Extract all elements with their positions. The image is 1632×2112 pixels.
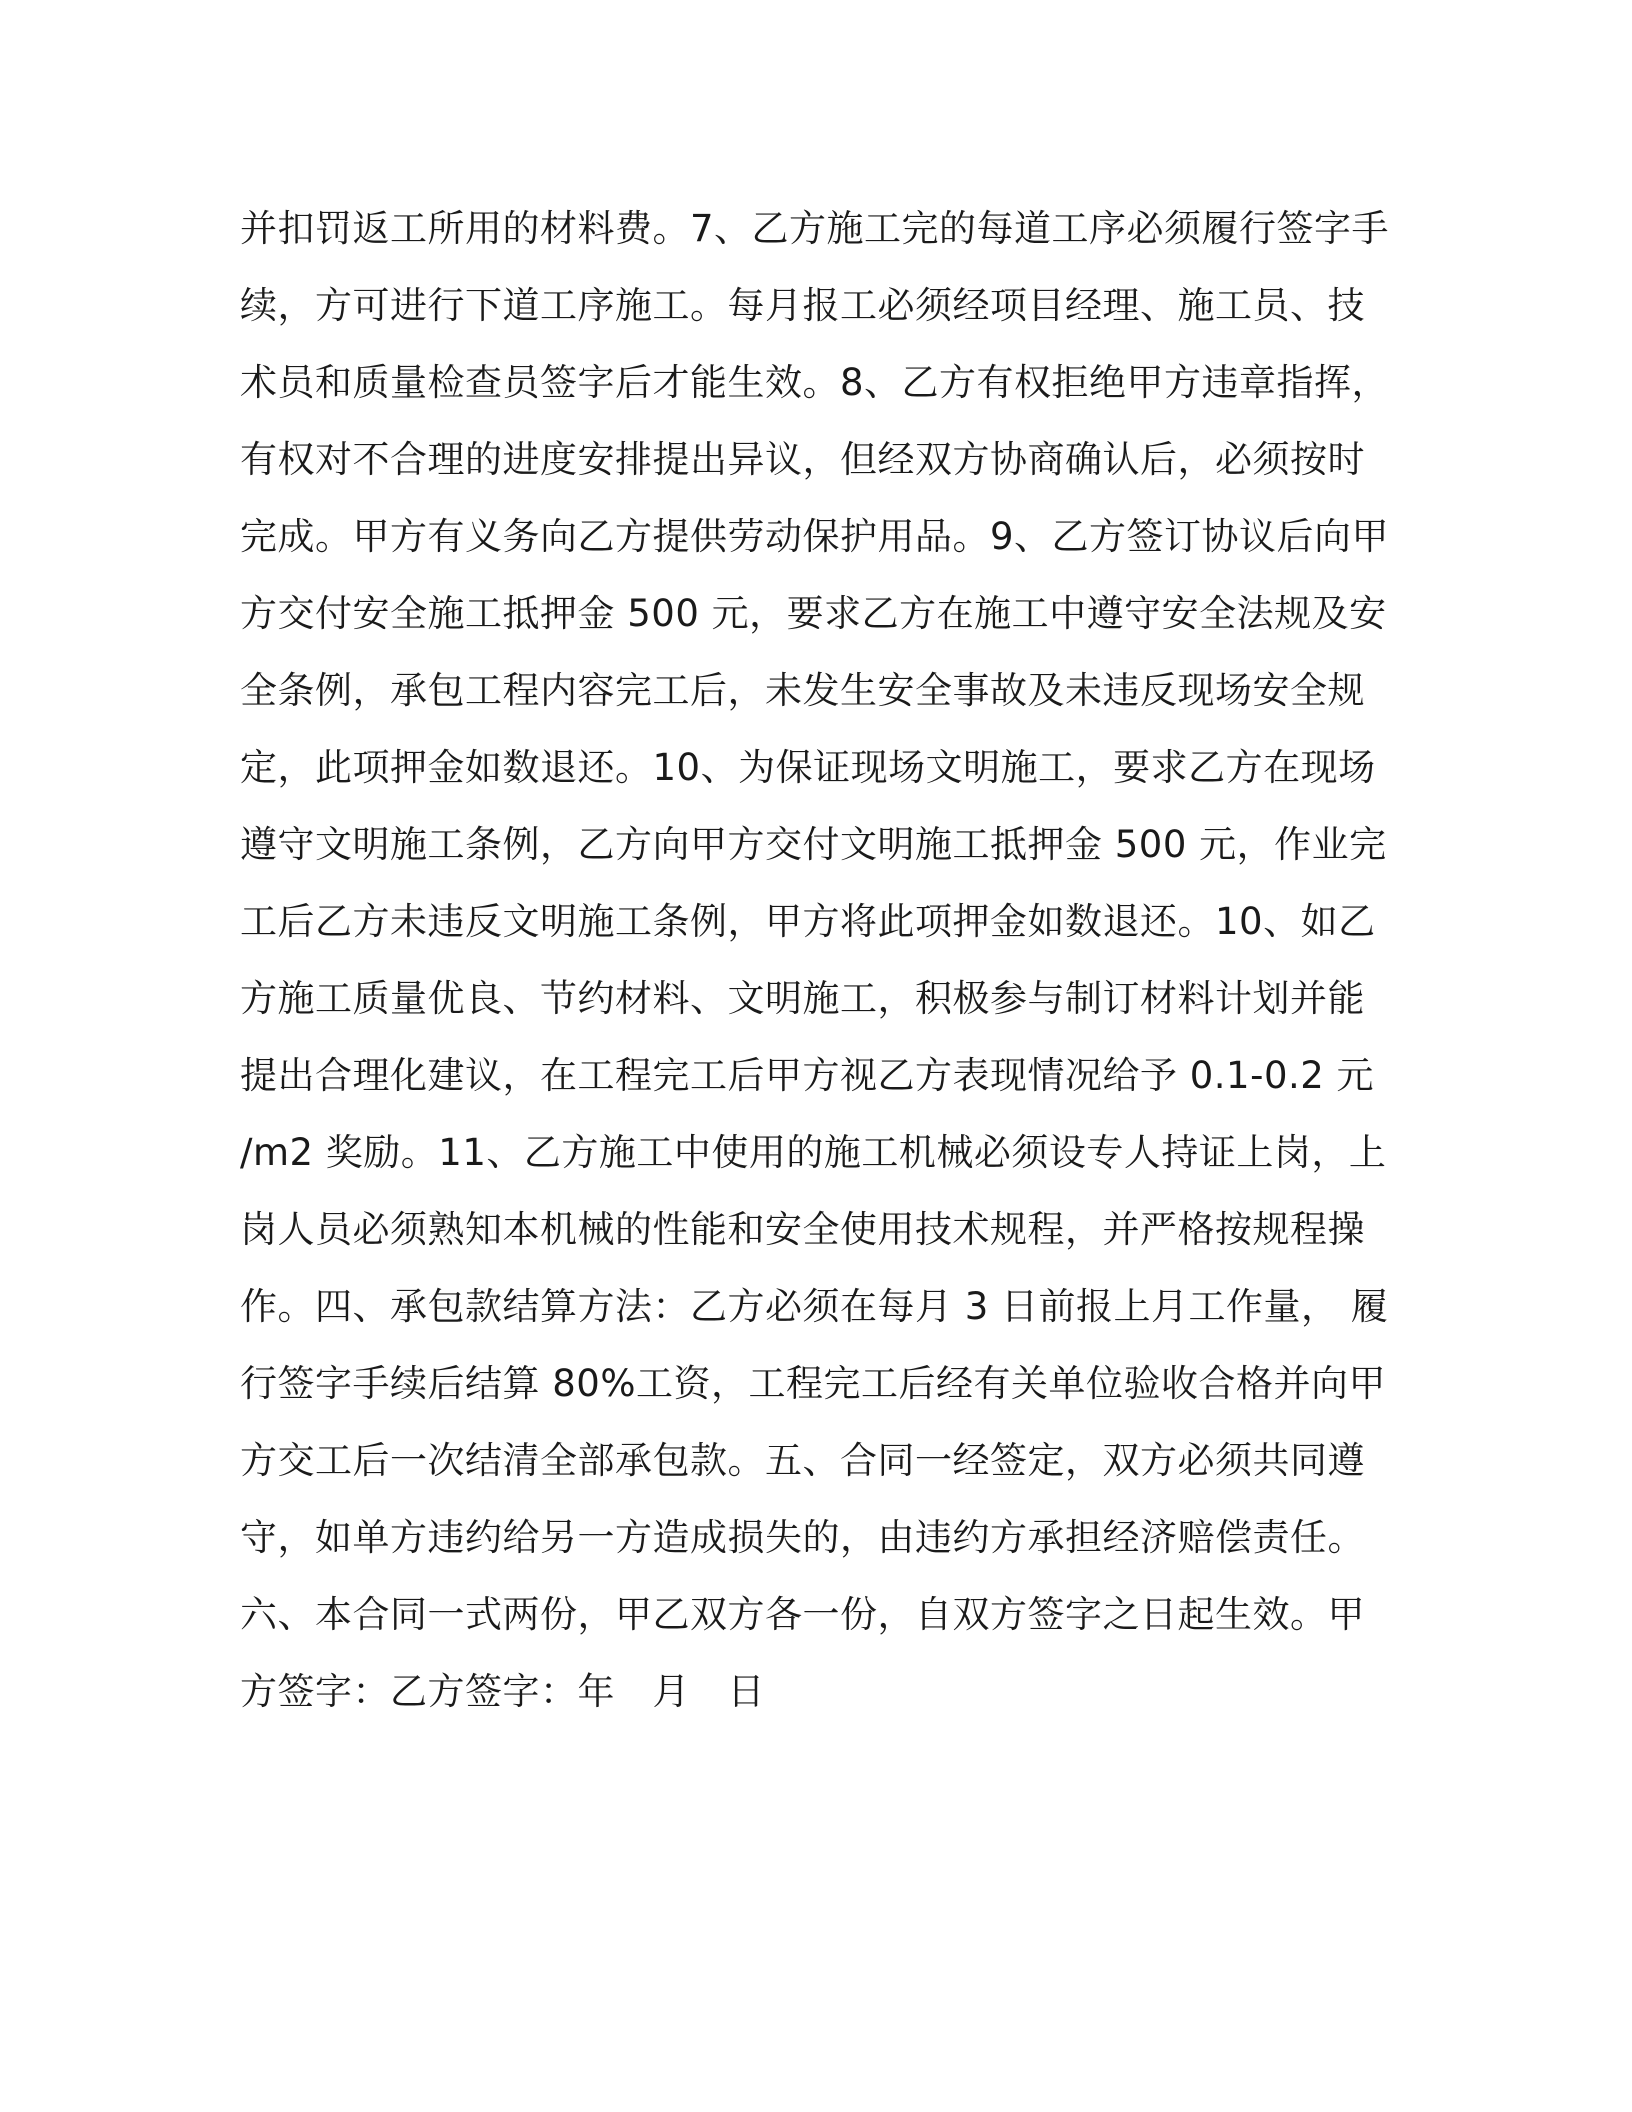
- text-line-17: 方交工后一次结清全部承包款。五、合同一经签定，双方必须共同遵: [240, 1439, 1365, 1482]
- text-line-7: 全条例，承包工程内容完工后，未发生安全事故及未违反现场安全规: [240, 669, 1365, 712]
- text-line-2: 续，方可进行下道工序施工。每月报工必须经项目经理、施工员、技: [240, 284, 1365, 327]
- text-line-9: 遵守文明施工条例，乙方向甲方交付文明施工抵押金 500 元，作业完: [240, 823, 1387, 866]
- text-line-5: 完成。甲方有义务向乙方提供劳动保护用品。9、乙方签订协议后向甲: [240, 515, 1390, 558]
- text-line-8: 定，此项押金如数退还。10、为保证现场文明施工，要求乙方在现场: [240, 746, 1376, 789]
- text-line-20: 方签字：乙方签字：年 月 日: [240, 1670, 765, 1713]
- text-line-3: 术员和质量检查员签字后才能生效。8、乙方有权拒绝甲方违章指挥，: [240, 361, 1390, 404]
- text-line-10: 工后乙方未违反文明施工条例，甲方将此项押金如数退还。10、如乙: [240, 900, 1376, 943]
- text-line-18: 守，如单方违约给另一方造成损失的，由违约方承担经济赔偿责任。: [240, 1516, 1365, 1559]
- text-line-1: 并扣罚返工所用的材料费。7、乙方施工完的每道工序必须履行签字手: [240, 207, 1390, 250]
- text-line-14: 岗人员必须熟知本机械的性能和安全使用技术规程，并严格按规程操: [240, 1208, 1365, 1251]
- text-line-19: 六、本合同一式两份，甲乙双方各一份，自双方签字之日起生效。甲: [240, 1593, 1365, 1636]
- text-line-12: 提出合理化建议，在工程完工后甲方视乙方表现情况给予 0.1-0.2 元: [240, 1054, 1375, 1097]
- text-line-4: 有权对不合理的进度安排提出异议，但经双方协商确认后，必须按时: [240, 438, 1365, 481]
- text-line-15: 作。四、承包款结算方法：乙方必须在每月 3 日前报上月工作量， 履: [240, 1285, 1389, 1328]
- text-line-16: 行签字手续后结算 80%工资，工程完工后经有关单位验收合格并向甲: [240, 1362, 1386, 1405]
- text-line-6: 方交付安全施工抵押金 500 元，要求乙方在施工中遵守安全法规及安: [240, 592, 1387, 635]
- text-line-13: /m2 奖励。11、乙方施工中使用的施工机械必须设专人持证上岗，上: [240, 1131, 1387, 1174]
- text-line-11: 方施工质量优良、节约材料、文明施工，积极参与制订材料计划并能: [240, 977, 1365, 1020]
- contract-body-text: [240, 190, 1400, 1730]
